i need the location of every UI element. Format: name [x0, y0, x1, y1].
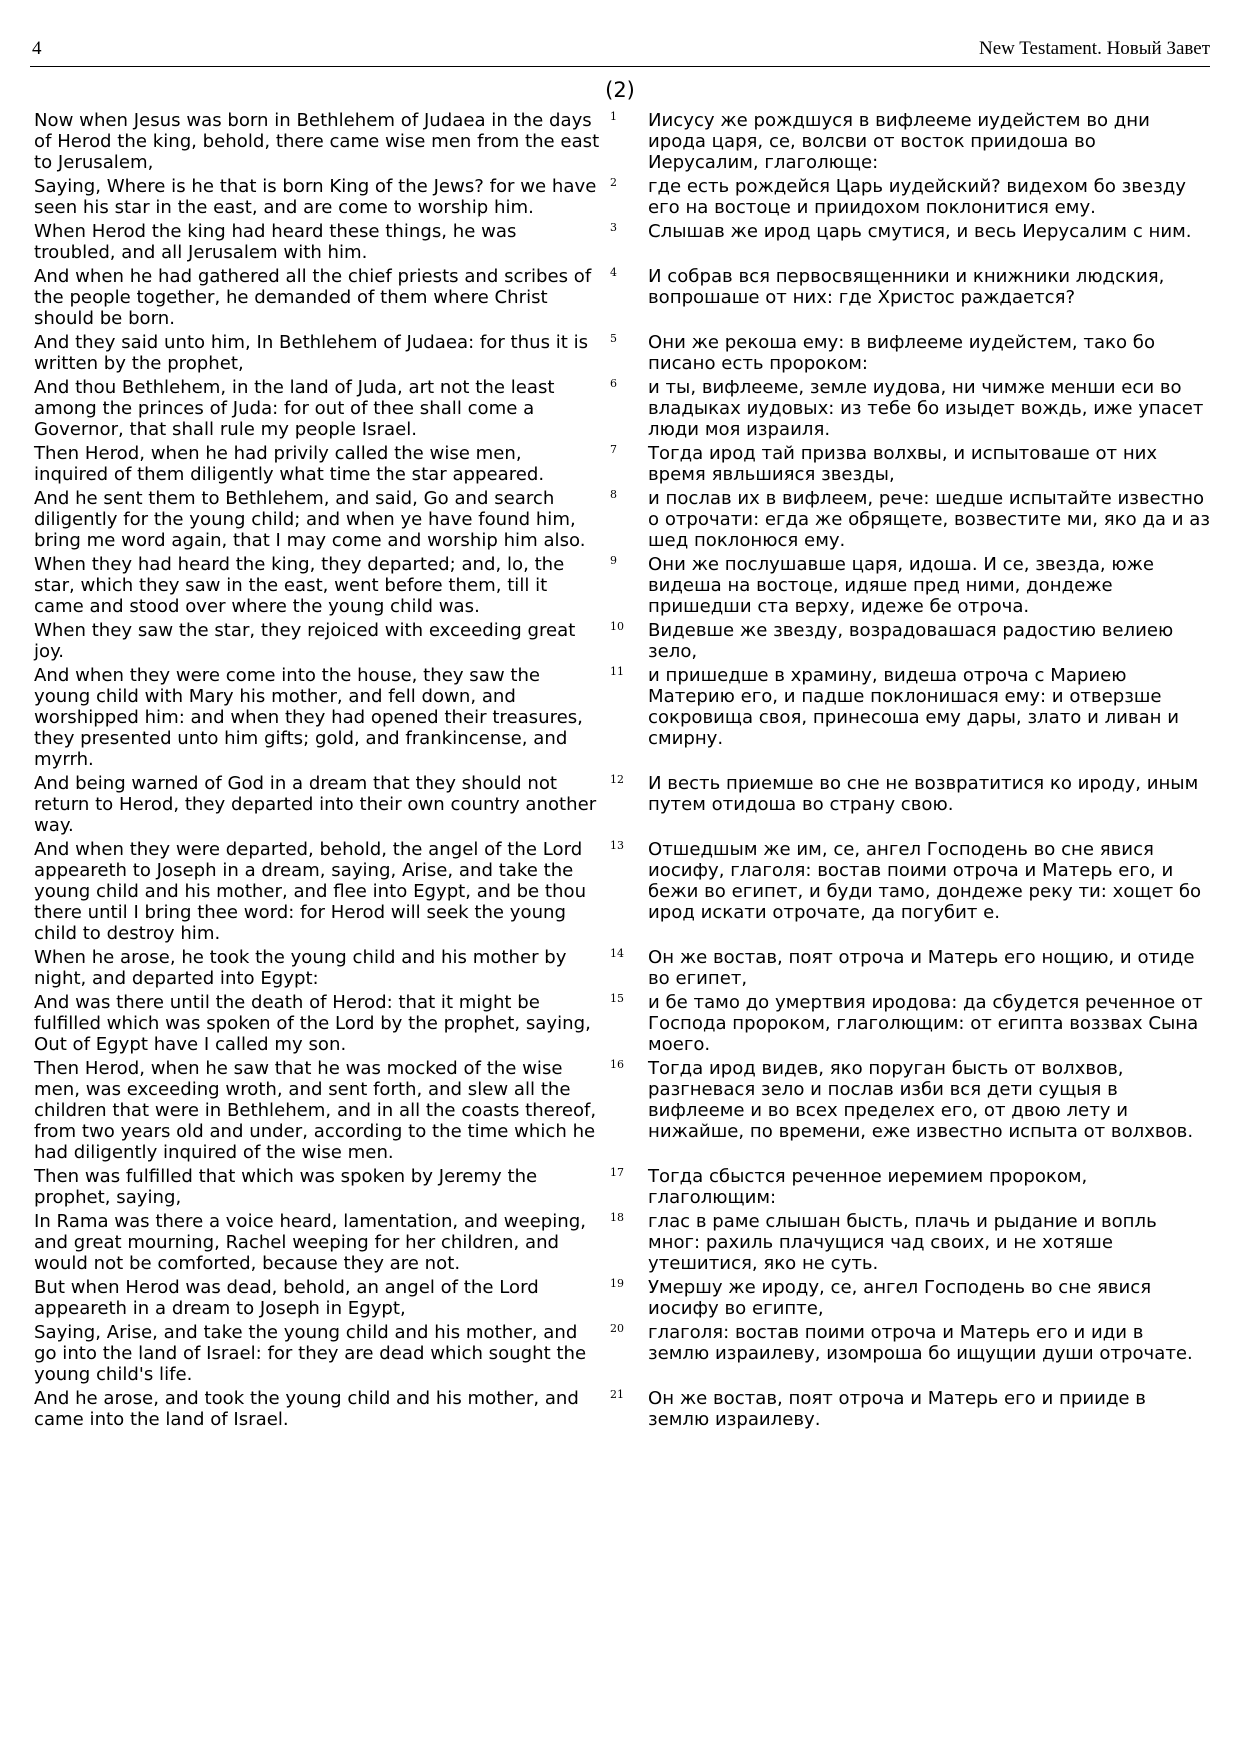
verse-text-russian: Тогда ирод тай призва волхвы, и испытоваше от них время явльшияся звезды, — [648, 443, 1158, 485]
verse-text-english: And he sent them to Bethlehem, and said, Go and search diligently for the young child; and when ye have found him, bring me word again, that I may come and worship him also. — [34, 488, 586, 551]
verse-text-russian: Слышав же ирод царь смутися, и весь Иерусалим с ним. — [648, 221, 1192, 242]
verse-row — [34, 110, 1210, 173]
verse-row — [34, 554, 1210, 617]
verse-number: 10 — [610, 620, 624, 633]
verse-text-russian: Он же востав, поят отроча и Матерь его нощию, и отиде во египет, — [648, 947, 1195, 989]
verse-row — [34, 266, 1210, 329]
verse-row — [34, 947, 1210, 989]
verse-number: 17 — [610, 1166, 624, 1179]
verse-number: 8 — [610, 488, 617, 501]
verse-text-russian: Они же рекоша ему: в вифлееме иудейстем, тако бо писано есть пророком: — [648, 332, 1156, 374]
verse-number: 15 — [610, 992, 624, 1005]
verse-text-russian: Он же востав, поят отроча и Матерь его и прииде в землю израилеву. — [648, 1388, 1146, 1430]
verse-text-russian: И собрав вся первосвященники и книжники людския, вопрошаше от них: где Христос раждается? — [648, 266, 1165, 308]
verse-text-russian: Они же послушавше царя, идоша. И се, звезда, юже видеша на востоце, идяше пред ними, дондеже пришедши ста верху, идеже бе отроча. — [648, 554, 1155, 617]
verse-row — [34, 773, 1210, 836]
verse-text-russian: Тогда сбыстся реченное иеремием пророком, глаголющим: — [648, 1166, 1088, 1208]
verse-number: 5 — [610, 332, 617, 345]
verse-row — [34, 1277, 1210, 1319]
verse-text-english: But when Herod was dead, behold, an angel of the Lord appeareth in a dream to Joseph in Egypt, — [34, 1277, 539, 1319]
verse-number: 6 — [610, 377, 617, 390]
verse-number: 21 — [610, 1388, 624, 1401]
verse-row — [34, 377, 1210, 440]
verse-text-russian: и пришедше в храмину, видеша отроча с Мариею Материю его, и падше поклонишася ему: и отверзше сокровища своя, принесоша ему дары, злато и ливан и смирну. — [648, 665, 1180, 749]
verse-row — [34, 443, 1210, 485]
verse-list — [34, 110, 1210, 1433]
verse-text-russian: и послав их в вифлеем, рече: шедше испытайте известно о отрочати: егда же обрящете, возвестите ми, яко да и аз шед поклонюся ему. — [648, 488, 1210, 551]
verse-number: 13 — [610, 839, 624, 852]
verse-text-russian: Отшедшым же им, се, ангел Господень во сне явися иосифу, глаголя: востав поими отроча и Матерь его, и бежи во египет, и буди тамо, дондеже реку ти: хощет бо ирод искати отрочате, да погубит е. — [648, 839, 1202, 923]
verse-text-russian: глас в раме слышан бысть, плачь и рыдание и вопль мног: рахиль плачущися чад своих, и не хотяше утешитися, яко не суть. — [648, 1211, 1157, 1274]
verse-row — [34, 176, 1210, 218]
running-title: New Testament. Новый Завет — [978, 38, 1210, 59]
page-number: 4 — [32, 38, 42, 59]
verse-number: 11 — [610, 665, 624, 678]
verse-text-english: Saying, Arise, and take the young child and his mother, and go into the land of Israel: for they are dead which sought the young child's life. — [34, 1322, 587, 1385]
verse-text-english: When they saw the star, they rejoiced with exceeding great joy. — [34, 620, 576, 662]
verse-text-english: And when they were come into the house, they saw the young child with Mary his mother, and fell down, and worshipped him: and when they had opened their treasures, they presented unto him gifts; gold, and frankincense, and myrrh. — [34, 665, 583, 770]
verse-text-english: When Herod the king had heard these things, he was troubled, and all Jerusalem with him. — [34, 221, 517, 263]
verse-row — [34, 1322, 1210, 1385]
chapter-number: (2) — [605, 78, 635, 102]
verse-number: 19 — [610, 1277, 624, 1290]
verse-text-russian: и бе тамо до умертвия иродова: да сбудется реченное от Господа пророком, глаголющим: от египта воззвах Сына моего. — [648, 992, 1203, 1055]
verse-text-english: Saying, Where is he that is born King of the Jews? for we have seen his star in the east, and are come to worship him. — [34, 176, 597, 218]
verse-text-english: And when he had gathered all the chief priests and scribes of the people together, he demanded of them where Christ should be born. — [34, 266, 592, 329]
verse-text-english: Then Herod, when he had privily called the wise men, inquired of them diligently what time the star appeared. — [34, 443, 545, 485]
verse-text-english: And being warned of God in a dream that they should not return to Herod, they departed into their own country another way. — [34, 773, 597, 836]
verse-row — [34, 1166, 1210, 1208]
verse-row — [34, 1388, 1210, 1430]
verse-text-russian: глаголя: востав поими отроча и Матерь его и иди в землю израилеву, изомроша бо ищущии души отрочате. — [648, 1322, 1193, 1364]
verse-text-russian: Иисусу же рождшуся в вифлееме иудейстем во дни ирода царя, се, волсви от восток приидоша во Иерусалим, глаголюще: — [648, 110, 1150, 173]
verse-text-english: When he arose, he took the young child and his mother by night, and departed into Egypt: — [34, 947, 567, 989]
verse-row — [34, 620, 1210, 662]
verse-text-english: And when they were departed, behold, the angel of the Lord appeareth to Joseph in a dream, saying, Arise, and take the young child and his mother, and flee into Egypt, and be thou there until I bring thee word: for Herod will seek the young child to destroy him. — [34, 839, 587, 944]
verse-text-english: And they said unto him, In Bethlehem of Judaea: for thus it is written by the prophet, — [34, 332, 589, 374]
verse-text-english: And was there until the death of Herod: that it might be fulfilled which was spoken of the Lord by the prophet, saying, Out of Egypt have I called my son. — [34, 992, 591, 1055]
page-header — [30, 36, 1210, 67]
verse-number: 9 — [610, 554, 617, 567]
verse-row — [34, 839, 1210, 944]
verse-text-english: In Rama was there a voice heard, lamentation, and weeping, and great mourning, Rachel weeping for her children, and would not be comforted, because they are not. — [34, 1211, 586, 1274]
verse-number: 2 — [610, 176, 617, 189]
verse-number: 1 — [610, 110, 617, 123]
verse-number: 16 — [610, 1058, 624, 1071]
verse-row — [34, 1058, 1210, 1163]
verse-text-english: And he arose, and took the young child and his mother, and came into the land of Israel. — [34, 1388, 579, 1430]
verse-number: 3 — [610, 221, 617, 234]
verse-row — [34, 1211, 1210, 1274]
verse-text-russian: Тогда ирод видев, яко поруган бысть от волхвов, разгневася зело и послав изби вся дети сущыя в вифлееме и во всех пределех его, от двою лету и нижайше, по времени, еже известно испыта от волхвов. — [648, 1058, 1194, 1142]
verse-text-russian: Видевше же звезду, возрадовашася радостию велиею зело, — [648, 620, 1174, 662]
verse-text-russian: и ты, вифлееме, земле иудова, ни чимже менши еси во владыках иудовых: из тебе бо изыдет вождь, иже упасет люди моя израиля. — [648, 377, 1204, 440]
verse-text-english: Then Herod, when he saw that he was mocked of the wise men, was exceeding wroth, and sent forth, and slew all the children that were in Bethlehem, and in all the coasts thereof, from two years old and under, according to the time which he had diligently inquired of the wise men. — [34, 1058, 597, 1163]
verse-row — [34, 332, 1210, 374]
verse-row — [34, 992, 1210, 1055]
verse-row — [34, 488, 1210, 551]
verse-text-russian: где есть рождейся Царь иудейский? видехом бо звезду его на востоце и приидохом поклонитися ему. — [648, 176, 1186, 218]
verse-text-english: When they had heard the king, they departed; and, lo, the star, which they saw in the east, went before them, till it came and stood over where the young child was. — [34, 554, 565, 617]
verse-text-russian: И весть приемше во сне не возвратитися ко ироду, иным путем отидоша во страну свою. — [648, 773, 1199, 815]
verse-number: 7 — [610, 443, 617, 456]
verse-number: 12 — [610, 773, 624, 786]
verse-text-russian: Умершу же ироду, се, ангел Господень во сне явися иосифу во египте, — [648, 1277, 1152, 1319]
verse-text-english: Now when Jesus was born in Bethlehem of Judaea in the days of Herod the king, behold, there came wise men from the east to Jerusalem, — [34, 110, 600, 173]
verse-text-english: And thou Bethlehem, in the land of Juda, art not the least among the princes of Juda: for out of thee shall come a Governor, that shall rule my people Israel. — [34, 377, 555, 440]
verse-number: 4 — [610, 266, 617, 279]
verse-number: 14 — [610, 947, 624, 960]
verse-number: 18 — [610, 1211, 624, 1224]
verse-row — [34, 221, 1210, 263]
verse-text-english: Then was fulfilled that which was spoken by Jeremy the prophet, saying, — [34, 1166, 538, 1208]
verse-number: 20 — [610, 1322, 624, 1335]
verse-row — [34, 665, 1210, 770]
